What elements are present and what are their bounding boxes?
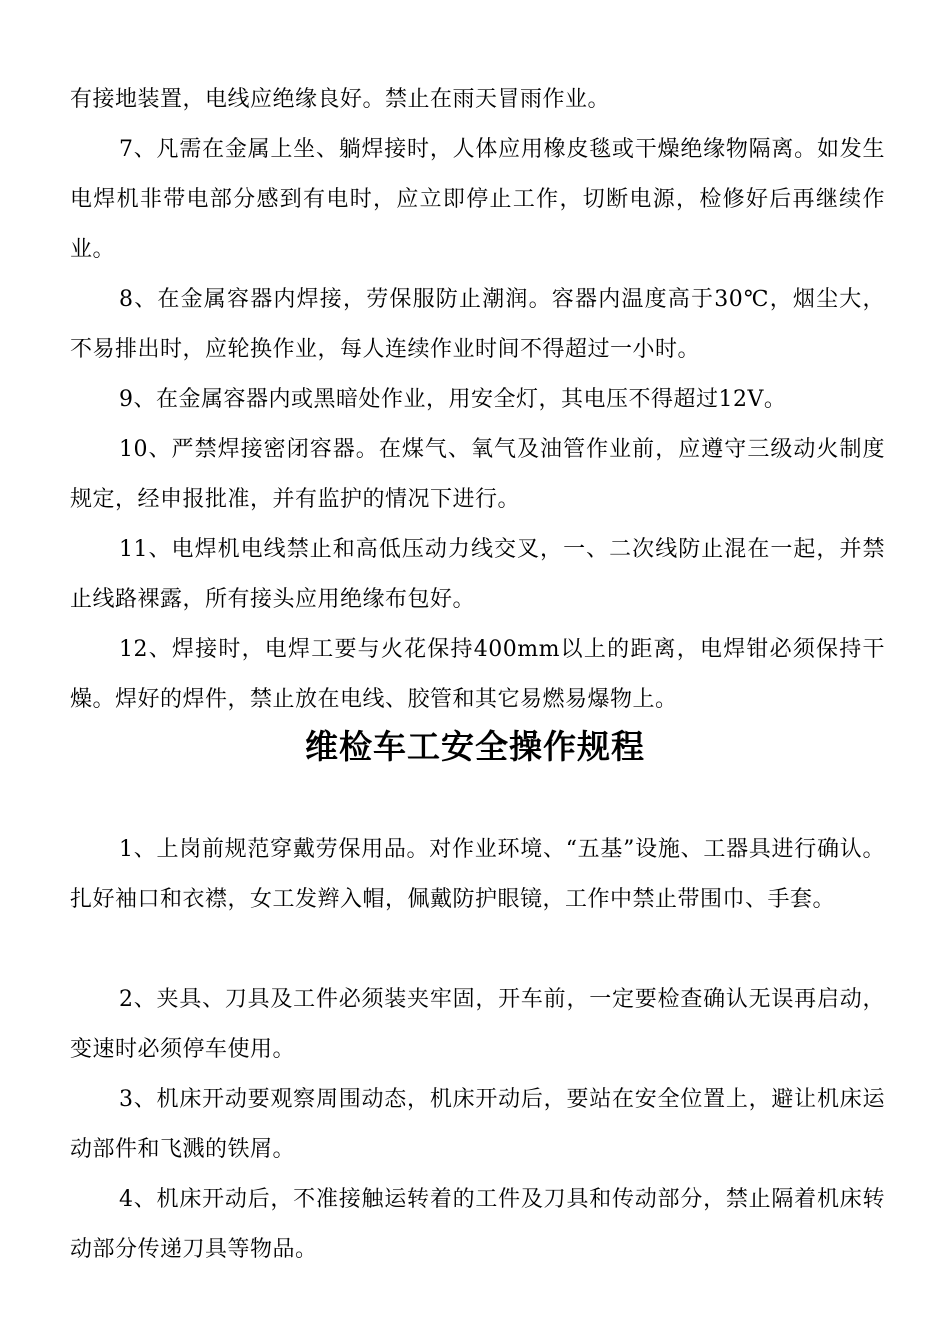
section-title: 维检车工安全操作规程 — [305, 727, 645, 766]
paragraph-continued: 有接地装置，电线应绝缘良好。禁止在雨天冒雨作业。 — [70, 87, 611, 112]
paragraph-item-11: 11、电焊机电线禁止和高低压动力线交叉，一、二次线防止混在一起，并禁止线路裸露，所有接头应用绝缘布包好。 — [70, 537, 885, 612]
paragraph-item-9: 9、在金属容器内或黑暗处作业，用安全灯，其电压不得超过12V。 — [119, 387, 787, 412]
paragraph-item-10: 10、严禁焊接密闭容器。在煤气、氧气及油管作业前，应遵守三级动火制度规定，经申报批准，并有监护的情况下进行。 — [70, 437, 885, 512]
paragraph-rule-4: 4、机床开动后，不准接触运转着的工件及刀具和传动部分，禁止隔着机床转动部分传递刀具等物品。 — [70, 1187, 885, 1262]
paragraph-item-7: 7、凡需在金属上坐、躺焊接时，人体应用橡皮毯或干燥绝缘物隔离。如发生电焊机非带电部分感到有电时，应立即停止工作，切断电源，检修好后再继续作业。 — [70, 137, 885, 262]
paragraph-rule-2: 2、夹具、刀具及工件必须装夹牢固，开车前，一定要检查确认无误再启动，变速时必须停车使用。 — [70, 987, 885, 1062]
paragraph-rule-3: 3、机床开动要观察周围动态，机床开动后，要站在安全位置上，避让机床运动部件和飞溅的铁屑。 — [70, 1087, 885, 1162]
paragraph-item-8: 8、在金属容器内焊接，劳保服防止潮润。容器内温度高于30℃，烟尘大，不易排出时，应轮换作业，每人连续作业时间不得超过一小时。 — [70, 287, 885, 362]
paragraph-rule-1: 1、上岗前规范穿戴劳保用品。对作业环境、“五基”设施、工器具进行确认。扎好袖口和衣襟，女工发辫入帽，佩戴防护眼镜，工作中禁止带围巾、手套。 — [70, 837, 885, 912]
paragraph-item-12: 12、焊接时，电焊工要与火花保持400mm以上的距离，电焊钳必须保持干燥。焊好的焊件，禁止放在电线、胶管和其它易燃易爆物上。 — [70, 637, 885, 712]
